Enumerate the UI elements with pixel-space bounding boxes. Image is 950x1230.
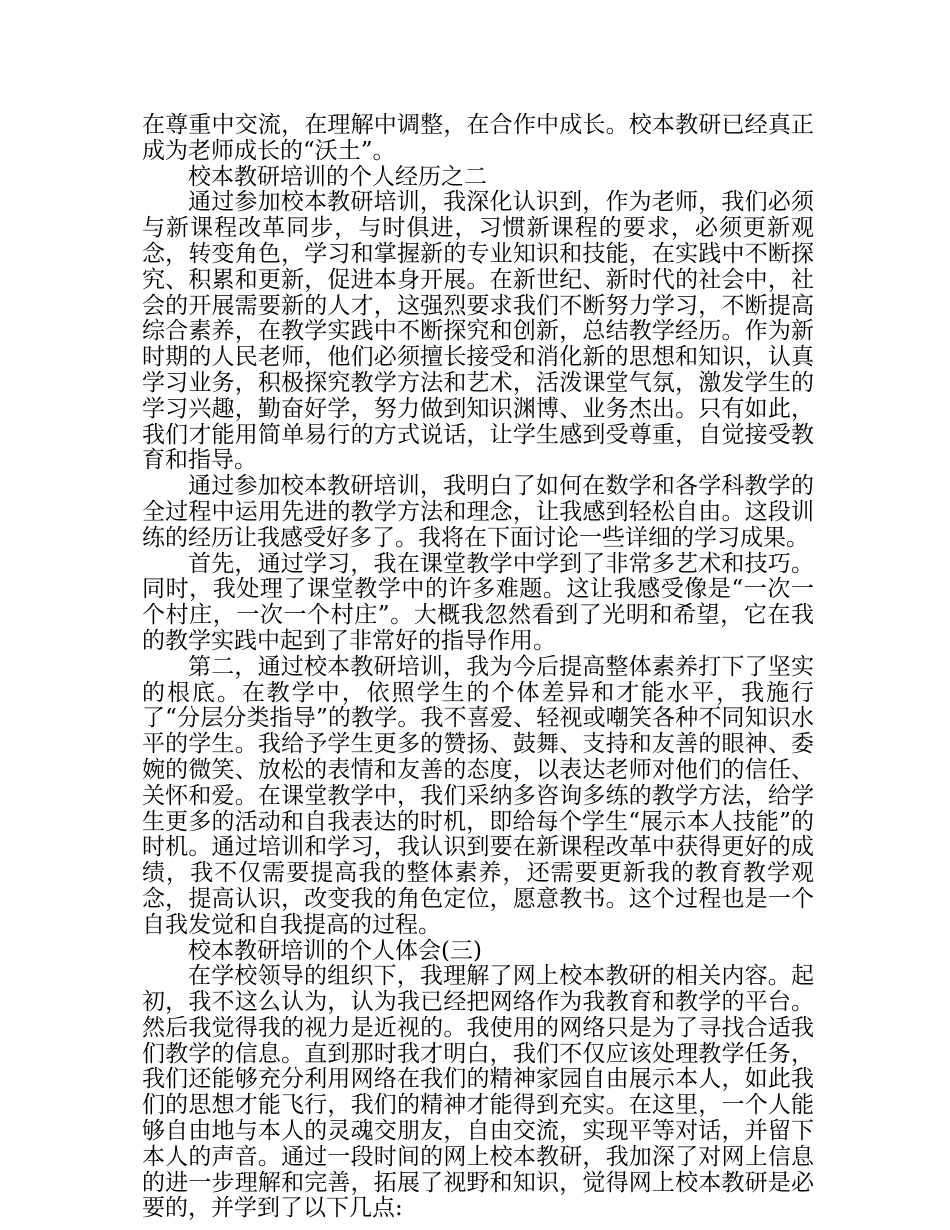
paragraph: 首先，通过学习，我在课堂教学中学到了非常多艺术和技巧。同时，我处理了课堂教学中的许多难题。这让我感受像是“一次一个村庄，一次一个村庄”。大概我忽然看到了光明和希望，它在我的教学实践中起到了非常好的指导作用。 [142,550,814,654]
paragraph-continuation: 在尊重中交流，在理解中调整，在合作中成长。校本教研已经真正成为老师成长的“沃土”。 [142,112,814,164]
document-page [142,113,814,1222]
paragraph: 通过参加校本教研培训，我明白了如何在数学和各学科教学的全过程中运用先进的教学方法和理念，让我感到轻松自由。这段训练的经历让我感受好多了。我将在下面讨论一些详细的学习成果。 [142,473,814,551]
section-heading-3: 校本教研培训的个人体会(三) [188,937,482,964]
paragraph: 在学校领导的组织下，我理解了网上校本教研的相关内容。起初，我不这么认为，认为我已经把网络作为我教育和教学的平台。然后我觉得我的视力是近视的。我使用的网络只是为了寻找合适我们教学的信息。直到那时我才明白，我们不仅应该处理教学任务，我们还能够充分利用网络在我们的精神家园自由展示本人，如此我们的思想才能飞行，我们的精神才能得到充实。在这里，一个人能够自由地与本人的灵魂交朋友，自由交流，实现平等对话，并留下本人的声音。通过一段时间的网上校本教研，我加深了对网上信息的进一步理解和完善，拓展了视野和知识，觉得网上校本教研是必要的，并学到了以下几点: [142,963,814,1222]
paragraph: 第二，通过校本教研培训，我为今后提高整体素养打下了坚实的根底。在教学中，依照学生的个体差异和才能水平，我施行了“分层分类指导”的教学。我不喜爱、轻视或嘲笑各种不同知识水平的学生。我给予学生更多的赞扬、鼓舞、支持和友善的眼神、委婉的微笑、放松的表情和友善的态度，以表达老师对他们的信任、关怀和爱。在课堂教学中，我们采纳多咨询多练的教学方法，给学生更多的活动和自我表达的时机，即给每个学生“展示本人技能”的时机。通过培训和学习，我认识到要在新课程改革中获得更好的成绩，我不仅需要提高我的整体素养，还需要更新我的教育教学观念，提高认识，改变我的角色定位，愿意教书。这个过程也是一个自我发觉和自我提高的过程。 [142,653,814,938]
paragraph: 通过参加校本教研培训，我深化认识到，作为老师，我们必须与新课程改革同步，与时俱进，习惯新课程的要求，必须更新观念，转变角色，学习和掌握新的专业知识和技能，在实践中不断探究、积累和更新，促进本身开展。在新世纪、新时代的社会中，社会的开展需要新的人才，这强烈要求我们不断努力学习，不断提高综合素养，在教学实践中不断探究和创新，总结教学经历。作为新时期的人民老师，他们必须擅长接受和消化新的思想和知识，认真学习业务，积极探究教学方法和艺术，活泼课堂气氛，激发学生的学习兴趣，勤奋好学，努力做到知识渊博、业务杰出。只有如此，我们才能用简单易行的方式说话，让学生感到受尊重，自觉接受教育和指导。 [142,189,814,474]
section-heading-2: 校本教研培训的个人经历之二 [188,163,487,190]
